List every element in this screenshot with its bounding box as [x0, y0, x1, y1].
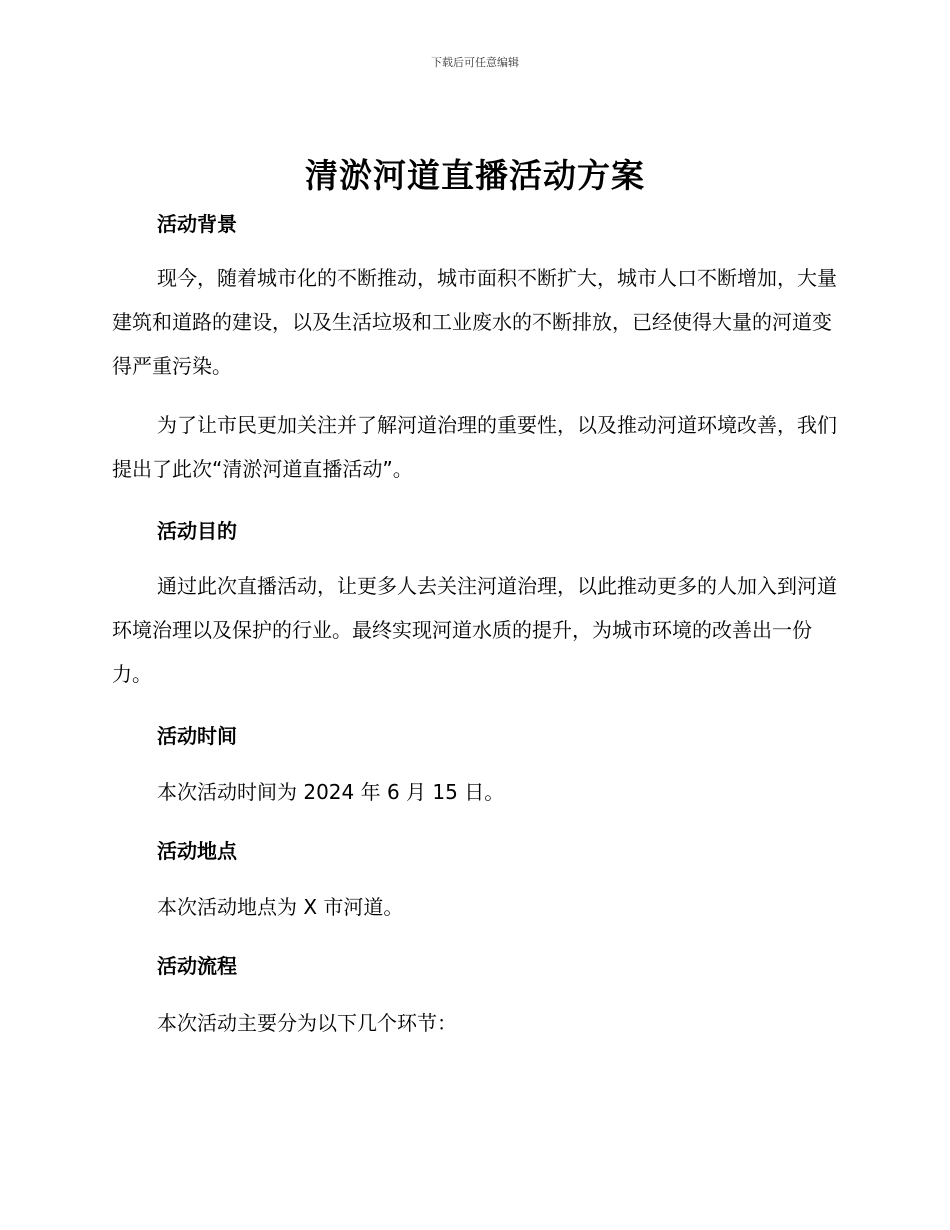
paragraph-time: 本次活动时间为 2024 年 6 月 15 日。: [157, 780, 505, 804]
paragraph-process: 本次活动主要分为以下几个环节：: [157, 1011, 457, 1035]
document-title: 清淤河道直播活动方案: [305, 156, 645, 195]
section-heading-time: 活动时间: [157, 724, 237, 748]
paragraph-purpose: 通过此次直播活动，让更多人去关注河道治理，以此推动更多的人加入到河道环境治理以及保护的行业。最终实现河道水质的提升，为城市环境的改善出一份力。: [112, 574, 837, 686]
section-heading-purpose: 活动目的: [157, 519, 237, 543]
paragraph-location: 本次活动地点为 X 市河道。: [157, 895, 404, 919]
paragraph-background-1: 现今，随着城市化的不断推动，城市面积不断扩大，城市人口不断增加，大量建筑和道路的建设，以及生活垃圾和工业废水的不断排放，已经使得大量的河道变得严重污染。: [112, 266, 837, 378]
section-heading-background: 活动背景: [157, 212, 237, 236]
header-note: 下载后可任意编辑: [431, 56, 519, 69]
section-heading-process: 活动流程: [157, 954, 237, 978]
section-heading-location: 活动地点: [157, 839, 237, 863]
paragraph-background-2: 为了让市民更加关注并了解河道治理的重要性，以及推动河道环境改善，我们提出了此次“清淤河道直播活动”。: [112, 413, 837, 481]
